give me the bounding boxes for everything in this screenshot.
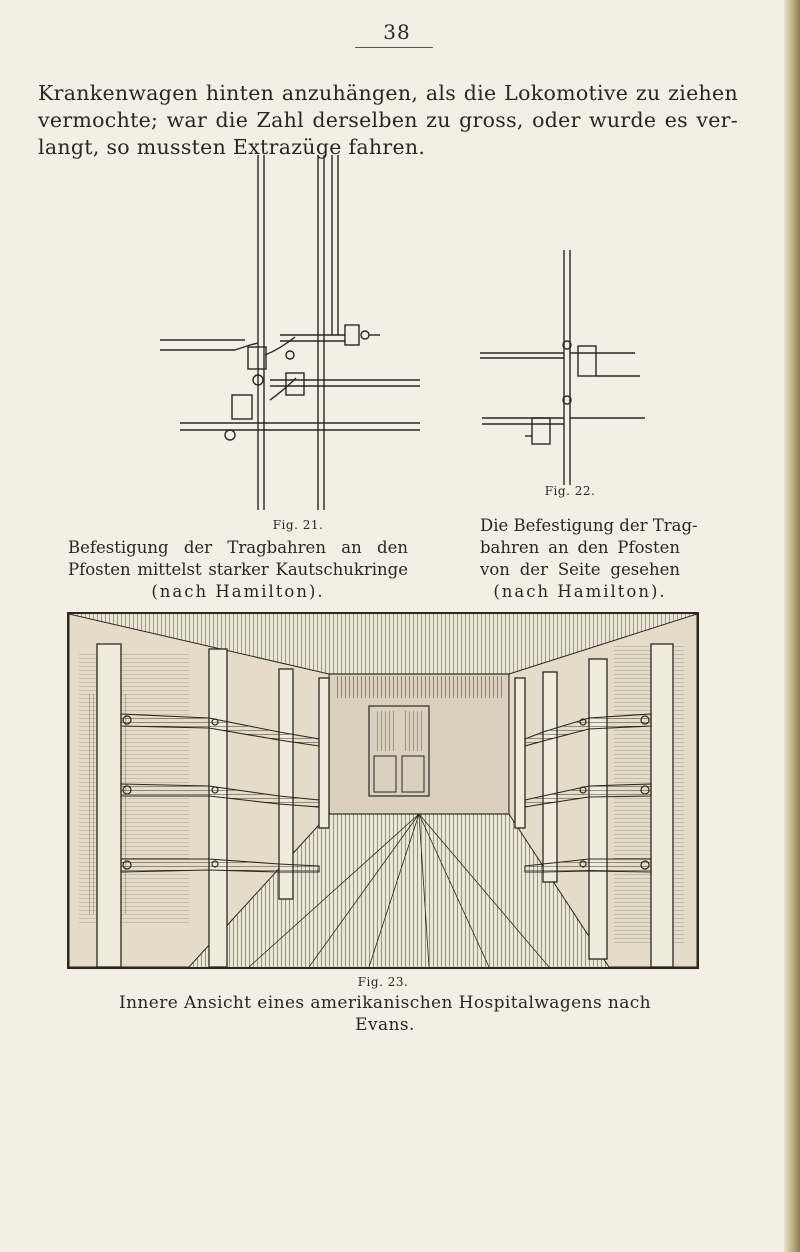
figure-22-label: Fig. 22. (544, 484, 596, 498)
body-paragraph (38, 80, 738, 161)
caption-line: Die Befestigung der Trag- (480, 516, 698, 535)
caption-line: von der Seite gesehen (480, 560, 680, 579)
page-number: 38 (383, 20, 411, 44)
page-edge-stain (784, 0, 800, 1252)
body-line: vermochte; war die Zahl derselben zu gross, oder wurde es ver- (38, 108, 738, 132)
caption-line: bahren an den Pfosten (480, 538, 680, 557)
caption-line: (nach Hamilton). (493, 582, 667, 601)
caption-line: Pfosten mittelst starker Kautschukringe (68, 560, 408, 579)
figure-21-drawing (140, 155, 440, 515)
figure-21-label: Fig. 21. (272, 518, 324, 532)
caption-line: Befestigung der Tragbahren an den (68, 538, 408, 557)
body-line: Krankenwagen hinten anzuhängen, als die Lokomotive zu ziehen (38, 81, 738, 105)
figure-21-caption (68, 537, 408, 603)
caption-line: (nach Hamilton). (151, 582, 325, 601)
figure-22-caption (480, 515, 698, 603)
hospital-car-interior-drawing (69, 614, 697, 967)
page-number-rule (355, 47, 433, 48)
figure-22-drawing (470, 250, 670, 490)
body-line: langt, so mussten Extrazüge fahren. (38, 135, 426, 159)
figure-23-caption: Innere Ansicht eines amerikanischen Hospitalwagens nach Evans. (118, 993, 652, 1035)
figure-23-label: Fig. 23. (357, 975, 409, 989)
figure-23-engraving (67, 612, 699, 969)
